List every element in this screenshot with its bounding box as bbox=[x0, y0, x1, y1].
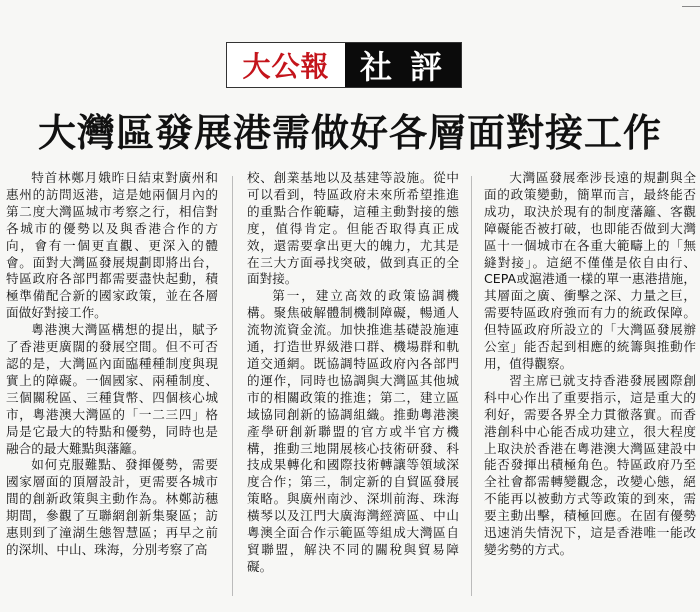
column-divider bbox=[232, 176, 233, 596]
masthead-banner bbox=[226, 42, 462, 88]
article-column-2 bbox=[247, 170, 459, 576]
paragraph: 大灣區發展牽涉長遠的規劃與全面的政策變動，簡單而言，最終能否成功，取決於現有的制度藩籬、客觀障礙能否被打破，也即能否做到大灣區十一個城市在各重大範疇上的「無縫對接」。這絕不僅僅是依自由行、CEPA或滬港通一樣的單一惠港措施，其層面之廣、衝擊之深、力量之巨，需要特區政府強而有力的統政保障。但特區政府所設立的「大灣區發展辦公室」能否起到相應的統籌與推動作用，值得觀察。 bbox=[484, 170, 696, 371]
paragraph: 特首林鄭月娥昨日結束對廣州和惠州的訪問返港，這是她兩個月內的第二度大灣區城市考察之行，相信對各城市的優勢以及與香港合作的方向，會有一個更直觀、更深入的體會。面對大灣區發展規劃即將出台，特區政府各部門都需要盡快起動，積極準備配合新的國家政策，並在各層面做好對接工作。 bbox=[6, 170, 218, 321]
paragraph: 粵港澳大灣區構想的提出，賦予了香港更廣闊的發展空間。但不可否認的是，大灣區內面臨種種制度與現實上的障礙。一個國家、兩種制度、三個關稅區、三種貨幣、四個核心城市，粵港澳大灣區的「一二三四」格局是它最大的特點和優勢，同時也是融合的最大難點與藩籬。 bbox=[6, 322, 218, 456]
paragraph: 習主席已就支持香港發展國際創科中心作出了重要指示，這是重大的利好，需要各界全力貫徹落實。而香港創科中心能否成功建立，很大程度上取決於香港在粵港澳大灣區建設中能否發揮出積極角色。特區政府乃至全社會都需轉變觀念，改變心態，絕不能再以被動方式等政策的到來，需要主動出擊，積極回應。在固有優勢迅速消失情況下，這是香港唯一能改變劣勢的方式。 bbox=[484, 372, 696, 557]
article-column-1 bbox=[6, 170, 218, 559]
newspaper-logo: 大公報 bbox=[227, 43, 345, 87]
paragraph: 第一，建立高效的政策協調機構。聚焦破解體制機制障礙，暢通人流物流資金流。加快推進基礎設施連通，打造世界級港口群、機場群和軌道交通網。既協調特區政府內各部門的運作，同時也協調與大灣區其他城市的相關政策的推進；第二，建立區域協同創新的協調組織。推動粵港澳產學研創新聯盟的官方或半官方機構，推動三地開展核心技術研發、科技成果轉化和國際技術轉讓等領域深度合作；第三，制定新的自貿區發展策略。與廣州南沙、深圳前海、珠海橫琴以及江門大廣海灣經濟區、中山粵澳全面合作示範區等組成大灣區自貿聯盟，解決不同的關稅與貿易障礙。 bbox=[247, 288, 459, 574]
article-headline: 大灣區發展港需做好各層面對接工作 bbox=[37, 110, 662, 155]
paragraph: 如何克服難點、發揮優勢，需要國家層面的頂層設計，更需要各城市間的創新政策與主動作為。林鄭訪穗期間，參觀了互聯網創新集聚區；訪惠則到了潼湖生態智慧區；再早之前的深圳、中山、珠海，分別考察了高 bbox=[6, 457, 218, 557]
section-label: 社評 bbox=[345, 43, 461, 87]
paragraph-continued: 校、創業基地以及基建等設施。從中可以看到，特區政府未來所希望推進的重點合作範疇，這種主動對接的態度，值得肯定。但能否取得真正成效，還需要拿出更大的魄力，尤其是在三大方面尋找突破，做到真正的全面對接。 bbox=[247, 170, 459, 287]
article-column-3 bbox=[484, 170, 696, 559]
page-corner-mark bbox=[682, 0, 700, 7]
column-divider bbox=[471, 176, 472, 596]
